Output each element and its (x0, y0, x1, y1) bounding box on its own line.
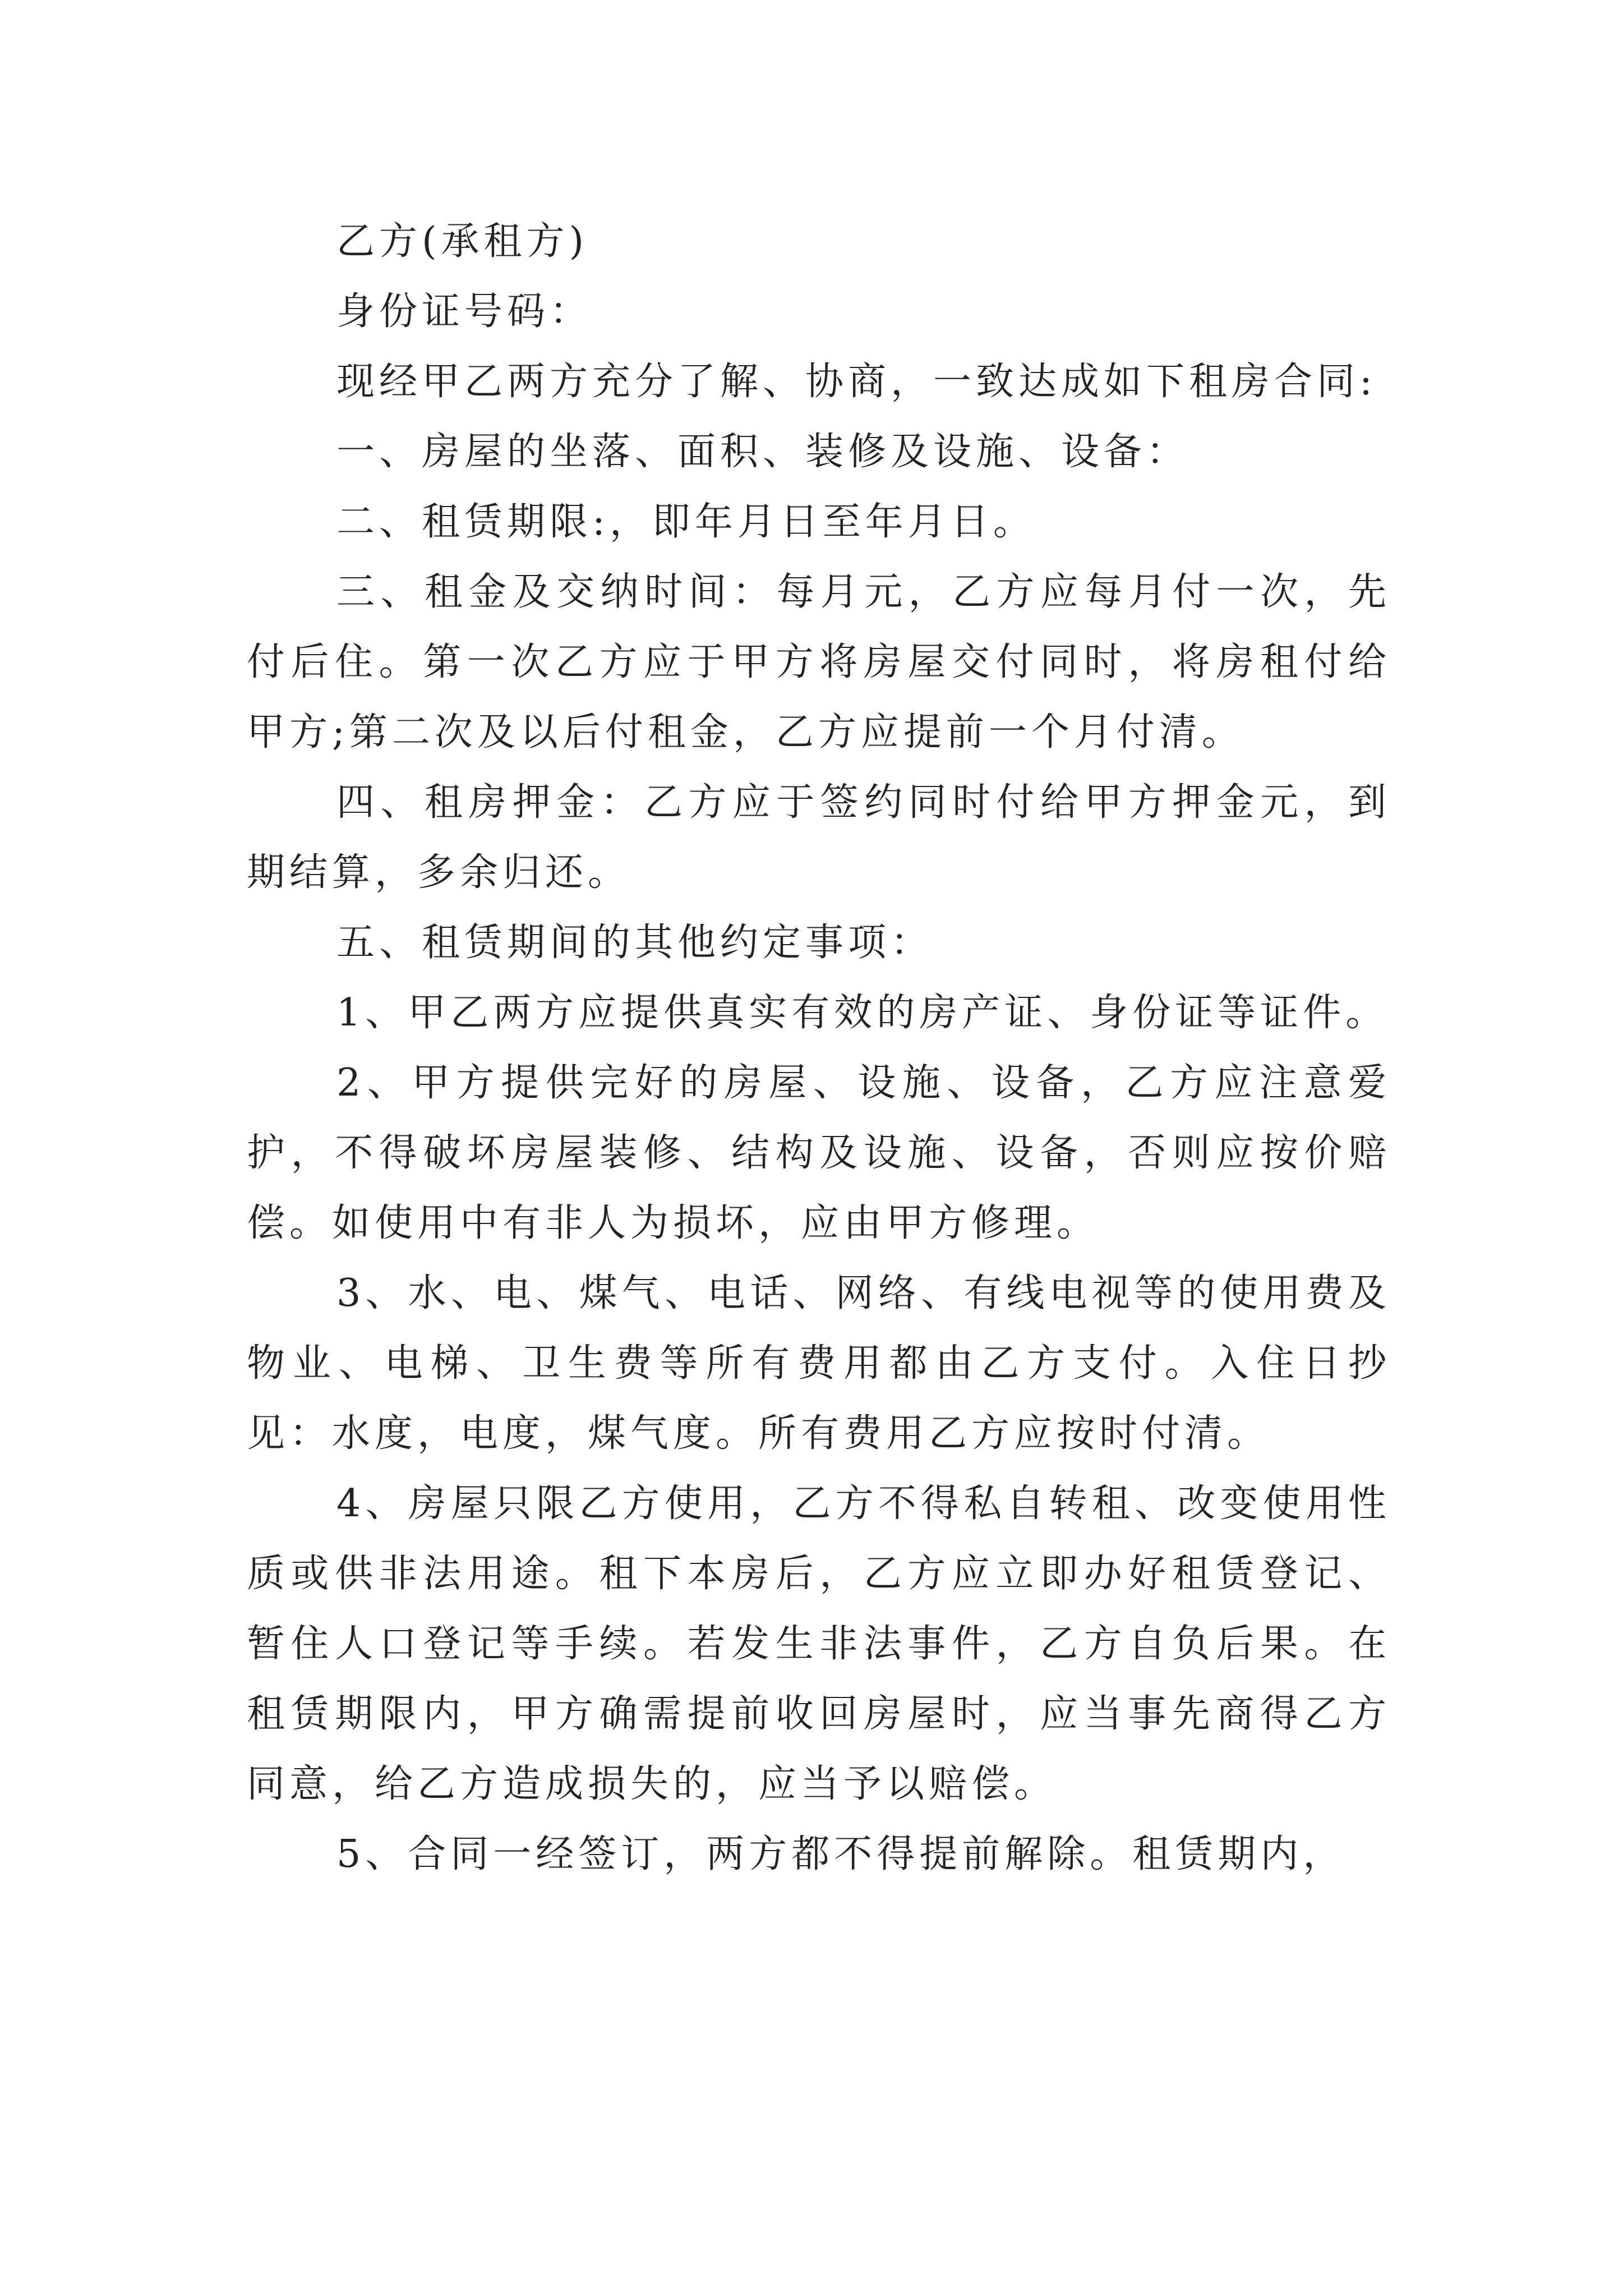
paragraph-item-4: 4、房屋只限乙方使用，乙方不得私自转租、改变使用性质或供非法用途。租下本房后，乙方应立即办好租赁登记、暂住人口登记等手续。若发生非法事件，乙方自负后果。在租赁期限内，甲方确需提前收回房屋时，应当事先商得乙方同意，给乙方造成损失的，应当予以赔偿。 (247, 1481, 1391, 1806)
paragraph-item-1: 1、甲乙两方应提供真实有效的房产证、身份证等证件。 (336, 991, 1389, 1035)
paragraph-clause-3: 三、租金及交纳时间：每月元，乙方应每月付一次，先付后住。第一次乙方应于甲方将房屋交付同时，将房租付给甲方;第二次及以后付租金，乙方应提前一个月付清。 (247, 570, 1391, 754)
document-body (247, 206, 1391, 1889)
paragraph-clause-2: 二、租赁期限:，即年月日至年月日。 (336, 500, 1036, 544)
paragraph-clause-4: 四、租房押金：乙方应于签约同时付给甲方押金元，到期结算，多余归还。 (247, 780, 1391, 895)
paragraph-clause-1: 一、房屋的坐落、面积、装修及设施、设备： (336, 430, 1189, 474)
paragraph-id-number: 身份证号码： (336, 289, 593, 334)
paragraph-lessee: 乙方(承租方) (336, 219, 589, 264)
paragraph-item-2: 2、甲方提供完好的房屋、设施、设备，乙方应注意爱护，不得破坏房屋装修、结构及设施、设备，否则应按价赔偿。如使用中有非人为损坏，应由甲方修理。 (247, 1061, 1391, 1245)
paragraph-item-5: 5、合同一经签订，两方都不得提前解除。租赁期内， (336, 1832, 1346, 1876)
paragraph-clause-5: 五、租赁期间的其他约定事项： (336, 921, 934, 965)
paragraph-item-3: 3、水、电、煤气、电话、网络、有线电视等的使用费及物业、电梯、卫生费等所有费用都由乙方支付。入住日抄见：水度，电度，煤气度。所有费用乙方应按时付清。 (247, 1271, 1391, 1456)
paragraph-preamble: 现经甲乙两方充分了解、协商，一致达成如下租房合同: (336, 360, 1377, 404)
